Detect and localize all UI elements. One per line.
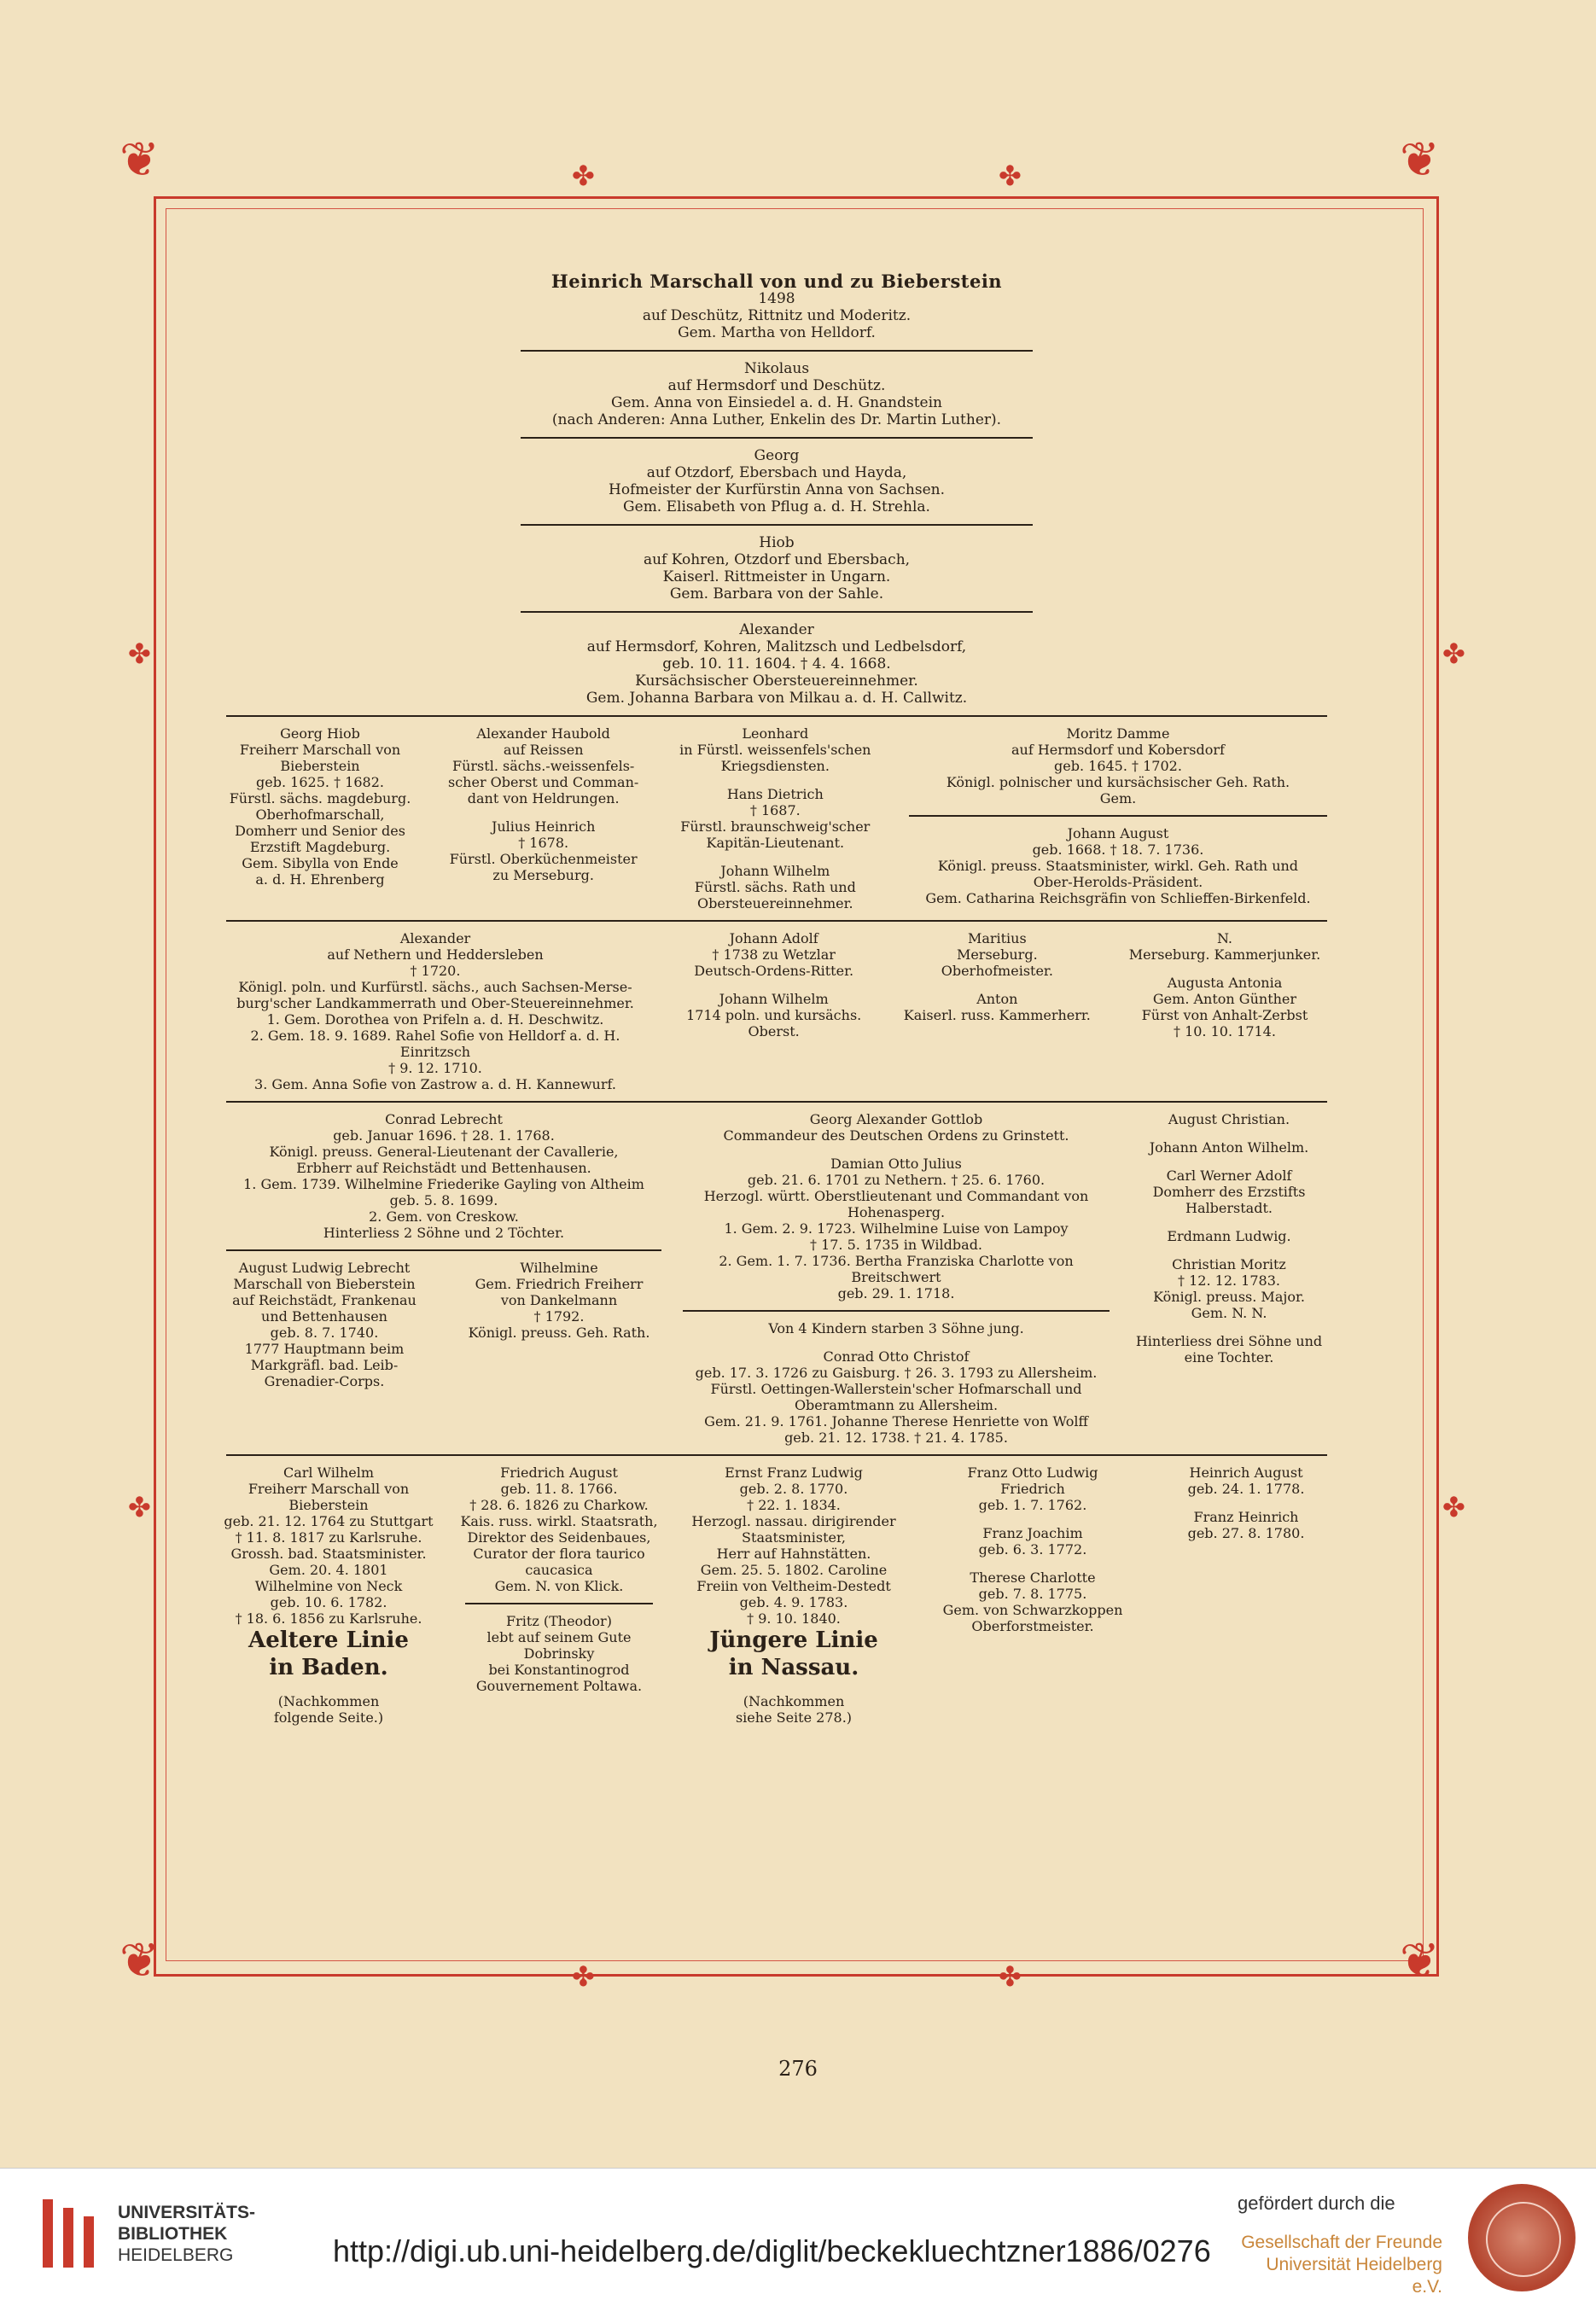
entry-line: Herzogl. württ. Oberstlieutenant und Commandant von: [703, 1188, 1089, 1204]
entry-line: † 18. 6. 1856 zu Karlsruhe.: [235, 1610, 422, 1627]
entry-line: geb. 6. 3. 1772.: [978, 1541, 1087, 1558]
entry-line: geb. 10. 11. 1604. † 4. 4. 1668.: [662, 655, 891, 673]
entry-line: Ernst Franz Ludwig: [725, 1464, 863, 1481]
generation-row-2: [222, 930, 1331, 1092]
entry-line: Deutsch-Ordens-Ritter.: [694, 963, 854, 979]
entry-line: † 12. 12. 1783.: [1178, 1272, 1280, 1289]
entry-line: Einritzsch: [399, 1044, 471, 1060]
entry-line: Alexander: [739, 621, 814, 638]
entry-line: Alexander Haubold: [476, 725, 610, 742]
entry-line: Merseburg. Oberhofmeister.: [941, 946, 1053, 979]
entry-line: Königl. poln. und Kurfürstl. sächs., auch Sachsen-Merse-: [238, 979, 632, 995]
corner-ornament-bottom-left: ❦: [119, 1933, 160, 1988]
entry-line: Franz Joachim: [982, 1525, 1083, 1541]
entry-line: Gem. Anton Günther: [1152, 991, 1297, 1007]
entry-line: † 10. 10. 1714.: [1173, 1023, 1276, 1039]
entry-line: Kriegsdiensten.: [720, 758, 830, 774]
persons-col-3: [668, 725, 882, 911]
entry-line: Obersteuereinnehmer.: [697, 895, 853, 911]
entry-line: Johann Adolf: [729, 930, 818, 946]
persons-col-3: [1127, 1111, 1331, 1365]
sub-divider: [909, 815, 1327, 817]
entry-line: Wilhelmine: [520, 1260, 598, 1276]
entry-line: Gem. N. N.: [1191, 1305, 1267, 1321]
entry-line: geb. 1625. † 1682.: [256, 774, 384, 790]
entry-line: Hiob: [759, 534, 795, 551]
entry-line: Königl. preuss. General-Lieutenant der Cavallerie,: [269, 1144, 619, 1160]
generation-row-4: [222, 1464, 1331, 1726]
entry-line: † 1687.: [749, 802, 801, 818]
entry-line: geb. 10. 6. 1782.: [270, 1594, 387, 1610]
entry-line: auf Reissen: [503, 742, 584, 758]
entry-line: und Bettenhausen: [261, 1308, 387, 1325]
entry-line: auf Reichstädt, Frankenau: [232, 1292, 416, 1308]
entry-line: Curator der flora taurico: [473, 1546, 645, 1562]
entry-line: von Dankelmann: [500, 1292, 618, 1308]
entry-line: geb. 2. 8. 1770.: [739, 1481, 848, 1497]
generation-entry: [222, 360, 1331, 428]
footer-bar: [0, 2168, 1596, 2300]
entry-line: geb. 4. 9. 1783.: [739, 1594, 848, 1610]
entry-line: Maritius: [967, 930, 1027, 946]
entry-line: Domherr und Senior des: [235, 823, 405, 839]
entry-line: N.: [1216, 930, 1232, 946]
entry-line: Conrad Otto Christof: [823, 1348, 970, 1365]
entry-line: Heinrich August: [1189, 1464, 1303, 1481]
entry-line: Herzogl. nassau. dirigirender: [691, 1513, 896, 1529]
entry-line: Anton: [976, 991, 1018, 1007]
entry-line: Johann Wilhelm: [720, 863, 830, 879]
library-logo[interactable]: [34, 2199, 255, 2268]
progenitor-year: 1498: [758, 290, 795, 307]
entry-line: Julius Heinrich: [491, 818, 596, 835]
generation-entry: [222, 621, 1331, 707]
entry-line: † 22. 1. 1834.: [747, 1497, 841, 1513]
entry-line: Fritz (Theodor): [506, 1613, 612, 1629]
entry-line: geb. 1668. † 18. 7. 1736.: [1032, 841, 1204, 858]
entry-line: Gem. 21. 9. 1761. Johanne Therese Henriette von Wolff: [704, 1413, 1088, 1429]
entry-line: Herr auf Hahnstätten.: [716, 1546, 871, 1562]
generation-divider: [226, 715, 1327, 717]
generation-divider: [521, 437, 1033, 439]
entry-line: Franz Otto Ludwig: [967, 1464, 1098, 1481]
entry-line: 1. Gem. 1739. Wilhelmine Friederike Gayling von Altheim: [243, 1176, 644, 1192]
entry-line: siehe Seite 278.): [735, 1709, 853, 1726]
line-heading-nassau: Jüngere Linie in Nassau.: [709, 1627, 878, 1680]
entry-line: Halberstadt.: [1185, 1200, 1273, 1216]
entry-line: folgende Seite.): [273, 1709, 384, 1726]
generation-entry: [222, 447, 1331, 515]
entry-line: † 1720.: [410, 963, 461, 979]
entry-line: Königl. preuss. Major.: [1153, 1289, 1305, 1305]
entry-line: Gouvernement Poltawa.: [475, 1678, 643, 1694]
entry-line: Dobrinsky: [523, 1645, 595, 1662]
entry-line: Fürst von Anhalt-Zerbst: [1141, 1007, 1308, 1023]
entry-line: Freiherr Marschall von: [248, 1481, 410, 1497]
entry-line: Von 4 Kindern starben 3 Söhne jung.: [768, 1320, 1024, 1336]
entry-line: Gem. Catharina Reichsgräfin von Schlieffen-Birkenfeld.: [925, 890, 1311, 906]
entry-line: Gem.: [1099, 790, 1137, 806]
entry-line: geb. 21. 6. 1701 zu Nethern. † 25. 6. 1760.: [747, 1172, 1046, 1188]
entry-line: auf Otzdorf, Ebersbach und Hayda,: [646, 464, 907, 481]
entry-line: Kais. russ. wirkl. Staatsrath,: [460, 1513, 658, 1529]
entry-line: auf Nethern und Heddersleben: [327, 946, 544, 963]
entry-line: lebt auf seinem Gute: [486, 1629, 632, 1645]
entry-line: Friedrich: [1000, 1481, 1065, 1497]
entry-line: Grossh. bad. Staatsminister.: [230, 1546, 427, 1562]
entry-line: auf Kohren, Otzdorf und Ebersbach,: [643, 551, 911, 568]
entry-line: Kaiserl. russ. Kammerherr.: [903, 1007, 1091, 1023]
progenitor-entry: [222, 273, 1331, 341]
trefoil-ornament-right-1: ✤: [1442, 638, 1465, 670]
entry-line: geb. 21. 12. 1738. † 21. 4. 1785.: [784, 1429, 1008, 1446]
sub-divider: [683, 1310, 1110, 1312]
entry-line: 1. Gem. 2. 9. 1723. Wilhelmine Luise von Lampoy: [724, 1220, 1069, 1237]
generation-row-3: [222, 1111, 1331, 1446]
entry-line: 3. Gem. Anna Sofie von Zastrow a. d. H. Kannewurf.: [254, 1076, 616, 1092]
entry-line: Hofmeister der Kurfürstin Anna von Sachsen.: [609, 481, 945, 498]
entry-line: geb. 1. 7. 1762.: [978, 1497, 1087, 1513]
entry-line: geb. 21. 12. 1764 zu Stuttgart: [224, 1513, 434, 1529]
person-georg-hiob: [222, 725, 418, 888]
trefoil-ornament-left-1: ✤: [128, 638, 151, 670]
trefoil-ornament-left-2: ✤: [128, 1491, 151, 1523]
entry-line: Hinterliess 2 Söhne und 2 Töchter.: [323, 1225, 565, 1241]
entry-line: geb. Januar 1696. † 28. 1. 1768.: [333, 1127, 555, 1144]
entry-line: Kaiserl. Rittmeister in Ungarn.: [662, 568, 891, 585]
persons-col-2: [441, 725, 646, 883]
entry-line: a. d. H. Ehrenberg: [255, 871, 385, 888]
entry-line: Moritz Damme: [1066, 725, 1170, 742]
library-name: UNIVERSITÄTS- BIBLIOTHEK HEIDELBERG: [118, 2202, 256, 2265]
entry-line: Breitschwert: [851, 1269, 941, 1285]
library-mark-icon: [34, 2199, 102, 2268]
entry-line: auf Hermsdorf und Kobersdorf: [1011, 742, 1225, 758]
entry-line: (nach Anderen: Anna Luther, Enkelin des Dr. Martin Luther).: [551, 411, 1002, 428]
entry-line: 1777 Hauptmann beim: [244, 1341, 405, 1357]
persons-col-4: [905, 725, 1331, 906]
entry-line: † 9. 10. 1840.: [747, 1610, 841, 1627]
entry-line: Fürstl. Oberküchenmeister: [449, 851, 638, 867]
sponsor-text: gefördert durch die: [1238, 2192, 1395, 2214]
society-name-link[interactable]: Gesellschaft der Freunde Universität Heidelberg e.V.: [1241, 2233, 1442, 2297]
entry-line: Nikolaus: [743, 360, 810, 377]
persons-col-1: [222, 1111, 666, 1389]
sub-divider: [465, 1603, 653, 1604]
entry-line: Königl. preuss. Staatsminister, wirkl. Geh. Rath und: [937, 858, 1299, 874]
entry-line: August Christian.: [1168, 1111, 1290, 1127]
entry-line: (Nachkommen: [743, 1693, 845, 1709]
corner-ornament-top-right: ❦: [1400, 132, 1440, 188]
person-alexander-nethern: [222, 930, 649, 1092]
corner-ornament-bottom-right: ❦: [1400, 1933, 1440, 1988]
entry-line: in Fürstl. weissenfels'schen: [679, 742, 871, 758]
entry-line: geb. 11. 8. 1766.: [500, 1481, 618, 1497]
line-heading-baden: Aeltere Linie in Baden.: [248, 1627, 409, 1680]
entry-line: Ober-Herolds-Präsident.: [1033, 874, 1203, 890]
entry-line: zu Merseburg.: [492, 867, 594, 883]
generation-divider: [226, 1454, 1327, 1456]
entry-line: Domherr des Erzstifts: [1152, 1184, 1306, 1200]
entry-line: Georg Alexander Gottlob: [809, 1111, 983, 1127]
entry-line: caucasica: [525, 1562, 593, 1578]
entry-line: geb. 27. 8. 1780.: [1187, 1525, 1305, 1541]
entry-line: † 9. 12. 1710.: [388, 1060, 482, 1076]
entry-line: auf Hermsdorf, Kohren, Malitzsch und Ledbelsdorf,: [586, 638, 967, 655]
persons-col-4: [926, 1464, 1139, 1634]
entry-line: Grenadier-Corps.: [264, 1373, 385, 1389]
sub-divider: [226, 1249, 661, 1251]
entry-line: Erzstift Magdeburg.: [249, 839, 391, 855]
entry-line: Gem. Friedrich Freiherr: [475, 1276, 644, 1292]
entry-line: 2. Gem. 1. 7. 1736. Bertha Franziska Charlotte von: [719, 1253, 1074, 1269]
entry-line: Oberforstmeister.: [971, 1618, 1094, 1634]
person-wilhelmine: [452, 1260, 666, 1341]
entry-line: 2. Gem. 18. 9. 1689. Rahel Sofie von Helldorf a. d. H.: [250, 1028, 620, 1044]
entry-line: † 28. 6. 1826 zu Charkow.: [469, 1497, 649, 1513]
entry-line: † 1738 zu Wetzlar: [712, 946, 836, 963]
entry-line: Fürstl. braunschweig'scher: [680, 818, 871, 835]
persons-col-3: [899, 930, 1095, 1023]
entry-line: Gem. 20. 4. 1801: [269, 1562, 388, 1578]
entry-line: Kursächsischer Obersteuereinnehmer.: [635, 673, 918, 690]
entry-line: Staatsminister,: [742, 1529, 846, 1546]
entry-line: Erbherr auf Reichstädt und Bettenhausen.: [296, 1160, 591, 1176]
entry-line: Commandeur des Deutschen Ordens zu Grinstett.: [723, 1127, 1069, 1144]
entry-line: scher Oberst und Comman-: [448, 774, 639, 790]
trefoil-ornament-bottom-1: ✤: [572, 1960, 595, 1993]
entry-line: auf Hermsdorf und Deschütz.: [667, 377, 886, 394]
entry-line: Johann Anton Wilhelm.: [1149, 1139, 1309, 1156]
generation-divider: [521, 524, 1033, 526]
document-url-link[interactable]: http://digi.ub.uni-heidelberg.de/diglit/beckekluechtzner1886/0276: [333, 2233, 1211, 2268]
entry-line: Direktor des Seidenbaues,: [467, 1529, 651, 1546]
entry-line: Oberamtmann zu Allersheim.: [794, 1397, 999, 1413]
person-ernst-franz-ludwig: [683, 1464, 905, 1726]
entry-line: Fürstl. sächs.-weissenfels-: [452, 758, 635, 774]
entry-line: Freiherr Marschall von: [239, 742, 401, 758]
entry-line: Carl Werner Adolf: [1166, 1167, 1292, 1184]
persons-col-2: [672, 930, 877, 1039]
entry-line: Gem. N. von Klick.: [494, 1578, 624, 1594]
entry-line: Gem. Barbara von der Sahle.: [669, 585, 884, 603]
person-carl-wilhelm: [222, 1464, 435, 1726]
entry-line: Gem. Elisabeth von Pflug a. d. H. Strehla.: [623, 498, 930, 515]
entry-line: geb. 29. 1. 1718.: [837, 1285, 955, 1301]
entry-line: Hohenasperg.: [847, 1204, 946, 1220]
trefoil-ornament-top-2: ✤: [999, 160, 1022, 192]
generation-divider: [521, 350, 1033, 352]
entry-line: Gem. 25. 5. 1802. Caroline: [700, 1562, 888, 1578]
persons-col-2: [674, 1111, 1118, 1446]
entry-line: (Nachkommen: [277, 1693, 380, 1709]
person-august-ludwig-lebrecht: [222, 1260, 427, 1389]
entry-line: geb. 1645. † 1702.: [1054, 758, 1182, 774]
entry-line: Fürstl. sächs. Rath und: [694, 879, 856, 895]
university-seal-icon: [1468, 2184, 1576, 2291]
entry-line: Alexander: [399, 930, 471, 946]
entry-line: Markgräfl. bad. Leib-: [250, 1357, 399, 1373]
entry-line: Bieberstein: [288, 1497, 369, 1513]
entry-line: † 11. 8. 1817 zu Karlsruhe.: [235, 1529, 422, 1546]
entry-line: Königl. polnischer und kursächsischer Geh. Rath.: [946, 774, 1290, 790]
entry-line: Oberhofmarschall,: [255, 806, 385, 823]
entry-line: Gem. von Schwarzkoppen: [942, 1602, 1123, 1618]
entry-line: Gem. Sibylla von Ende: [242, 855, 399, 871]
entry-line: eine Tochter.: [1184, 1349, 1274, 1365]
generation-divider: [226, 1101, 1327, 1103]
entry-line: Carl Wilhelm: [283, 1464, 375, 1481]
entry-line: † 17. 5. 1735 in Wildbad.: [809, 1237, 983, 1253]
entry-line: Damian Otto Julius: [830, 1156, 962, 1172]
entry-line: † 1678.: [518, 835, 569, 851]
entry-line: bei Konstantinogrod: [488, 1662, 630, 1678]
entry-line: † 1792.: [533, 1308, 585, 1325]
entry-line: Freiin von Veltheim-Destedt: [696, 1578, 891, 1594]
entry-line: Hinterliess drei Söhne und: [1135, 1333, 1323, 1349]
person-friedrich-august: [457, 1464, 661, 1694]
entry-line: Oberst.: [748, 1023, 800, 1039]
entry-line: Leonhard: [742, 725, 809, 742]
entry-line: geb. 17. 3. 1726 zu Gaisburg. † 26. 3. 1793 zu Allersheim.: [695, 1365, 1098, 1381]
entry-line: Marschall von Bieberstein: [233, 1276, 416, 1292]
entry-line: geb. 7. 8. 1775.: [978, 1586, 1087, 1602]
entry-line: Hans Dietrich: [726, 786, 824, 802]
entry-line: Friedrich August: [500, 1464, 618, 1481]
entry-line: geb. 24. 1. 1778.: [1187, 1481, 1305, 1497]
entry-line: geb. 8. 7. 1740.: [270, 1325, 379, 1341]
entry-line: Augusta Antonia: [1167, 975, 1283, 991]
entry-line: Therese Charlotte: [970, 1569, 1096, 1586]
trefoil-ornament-bottom-2: ✤: [999, 1960, 1022, 1993]
entry-line: Königl. preuss. Geh. Rath.: [468, 1325, 650, 1341]
entry-line: Johann Wilhelm: [719, 991, 829, 1007]
entry-line: geb. 5. 8. 1699.: [389, 1192, 498, 1208]
trefoil-ornament-right-2: ✤: [1442, 1491, 1465, 1523]
generation-entry: [222, 534, 1331, 603]
progenitor-estates: auf Deschütz, Rittnitz und Moderitz.: [642, 307, 912, 324]
entry-line: 1. Gem. Dorothea von Prifeln a. d. H. Deschwitz.: [266, 1011, 604, 1028]
page-number: 276: [778, 2057, 818, 2081]
entry-line: Erdmann Ludwig.: [1167, 1228, 1291, 1244]
entry-line: Christian Moritz: [1172, 1256, 1286, 1272]
entry-line: Bieberstein: [280, 758, 360, 774]
entry-line: Kapitän-Lieutenant.: [706, 835, 845, 851]
entry-line: Gem. Anna von Einsiedel a. d. H. Gnandstein: [610, 394, 943, 411]
entry-line: burg'scher Landkammerrath und Ober-Steuereinnehmer.: [236, 995, 634, 1011]
entry-line: August Ludwig Lebrecht: [238, 1260, 411, 1276]
entry-line: Gem. Johanna Barbara von Milkau a. d. H. Callwitz.: [585, 690, 968, 707]
generation-divider: [521, 611, 1033, 613]
entry-line: Georg: [754, 447, 800, 464]
entry-line: dant von Heldrungen.: [467, 790, 620, 806]
entry-line: Merseburg. Kammerjunker.: [1128, 946, 1321, 963]
entry-line: 2. Gem. von Creskow.: [369, 1208, 519, 1225]
generation-divider: [226, 920, 1327, 922]
persons-col-5: [1161, 1464, 1331, 1541]
entry-line: Fürstl. Oettingen-Wallerstein'scher Hofmarschall und: [710, 1381, 1082, 1397]
entry-line: Fürstl. sächs. magdeburg.: [229, 790, 411, 806]
persons-col-4: [1118, 930, 1331, 1039]
entry-line: Conrad Lebrecht: [385, 1111, 503, 1127]
entry-line: Wilhelmine von Neck: [254, 1578, 403, 1594]
entry-line: Johann August: [1067, 825, 1169, 841]
corner-ornament-top-left: ❦: [119, 132, 160, 188]
progenitor-spouse: Gem. Martha von Helldorf.: [678, 324, 876, 341]
trefoil-ornament-top-1: ✤: [572, 160, 595, 192]
entry-line: Georg Hiob: [280, 725, 360, 742]
genealogy-table: [222, 273, 1331, 1726]
entry-line: Franz Heinrich: [1193, 1509, 1299, 1525]
entry-line: 1714 poln. und kursächs.: [686, 1007, 862, 1023]
page-title: Heinrich Marschall von und zu Bieberstein: [550, 271, 1003, 292]
generation-row-1: [222, 725, 1331, 911]
